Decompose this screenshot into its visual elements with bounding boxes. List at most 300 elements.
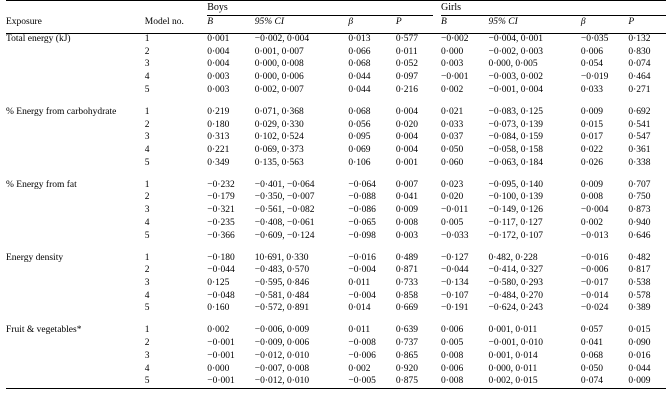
girls-ci-cell: −0·003, 0·002 [488, 72, 543, 83]
girls-ci-cell: −0·084, 0·159 [488, 132, 543, 143]
boys-b-cell: 0·160 [207, 303, 230, 314]
column-header-gap [433, 16, 441, 31]
table-row [6, 33, 666, 46]
boys-ci-cell: −0·572, 0·891 [254, 303, 310, 314]
exposure-label: % Energy from carbohydrate [6, 106, 117, 117]
table-body [6, 33, 666, 389]
girls-beta-cell: 0·015 [580, 119, 604, 130]
boys-ci-cell: 0·029, 0·330 [254, 119, 304, 130]
girls-p-cell: 0·009 [628, 376, 651, 387]
boys-beta-cell: −0·016 [348, 252, 376, 263]
girls-ci-cell: 0·002, 0·015 [488, 376, 538, 387]
boys-p-cell: 0·001 [395, 157, 419, 168]
girls-ci-cell: −0·063, 0·184 [488, 157, 543, 168]
exposure-blank [6, 290, 145, 303]
girls-b-cell: 0·021 [441, 106, 464, 117]
girls-beta-cell: 0·017 [580, 132, 604, 143]
girls-beta-cell: −0·016 [580, 252, 609, 263]
girls-b-cell: −0·191 [441, 303, 469, 314]
boys-p-cell: 0·865 [395, 350, 419, 361]
boys-beta-cell: −0·065 [348, 217, 376, 228]
girls-beta-cell: −0·024 [580, 303, 609, 314]
exposure-blank [6, 217, 145, 230]
boys-beta-cell: −0·005 [348, 376, 376, 387]
boys-ci-cell: 0·069, 0·373 [254, 145, 304, 155]
exposure-blank [6, 192, 145, 205]
boys-b-cell: 0·219 [207, 106, 230, 117]
girls-ci-cell: 0·000, 0·011 [488, 363, 538, 374]
table-row [6, 338, 666, 351]
boys-ci-cell: −0·007, 0·008 [254, 363, 310, 374]
boys-ci-cell: −0·012, 0·010 [254, 376, 310, 387]
table-row [6, 46, 666, 59]
boys-beta-cell: 0·002 [348, 363, 371, 374]
girls-p-cell: 0·707 [628, 179, 651, 190]
column-gap [433, 217, 441, 230]
boys-beta-cell: −0·004 [348, 265, 376, 276]
column-gap [433, 59, 441, 72]
model-no-cell: 5 [144, 157, 150, 168]
girls-ci-cell: −0·083, 0·125 [488, 106, 543, 117]
boys-ci-cell: −0·561, −0·082 [254, 205, 315, 216]
model-no-cell: 4 [144, 290, 150, 301]
boys-ci-cell: 0·135, 0·563 [254, 157, 304, 168]
exposure-blank [6, 303, 145, 316]
boys-b-cell: 0·349 [207, 157, 230, 168]
boys-ci-cell: −0·609, −0·124 [254, 230, 315, 241]
girls-b-cell: 0·050 [441, 145, 464, 155]
girls-ci-cell: −0·058, 0·158 [488, 145, 543, 155]
girls-p-cell: 0·338 [628, 157, 651, 168]
girls-b-cell: −0·134 [441, 278, 469, 288]
group-header-row [6, 3, 666, 16]
girls-p-cell: 0·016 [628, 350, 651, 361]
column-gap [433, 277, 441, 290]
table-row [6, 230, 666, 243]
boys-b-cell: −0·321 [207, 205, 235, 216]
column-header-model-no: Model no. [144, 17, 184, 27]
table-row [6, 59, 666, 72]
boys-ci-cell: 0·071, 0·368 [254, 106, 304, 117]
girls-beta-cell: 0·041 [580, 338, 604, 349]
boys-beta-cell: −0·008 [348, 338, 376, 349]
boys-b-cell: −0·001 [207, 338, 235, 349]
girls-p-cell: 0·830 [628, 46, 651, 57]
boys-ci-cell: −0·401, −0·064 [254, 179, 315, 190]
boys-p-cell: 0·007 [395, 179, 419, 190]
exposure-blank [6, 46, 145, 59]
girls-b-cell: 0·005 [441, 217, 464, 228]
table-row [6, 72, 666, 85]
girls-b-cell: −0·002 [441, 34, 469, 45]
boys-p-cell: 0·004 [395, 145, 419, 155]
column-gap [433, 290, 441, 303]
boys-b-cell: 0·180 [207, 119, 230, 130]
boys-ci-cell: −0·012, 0·010 [254, 350, 310, 361]
girls-ci-cell: −0·100, 0·139 [488, 192, 543, 203]
girls-b-cell: −0·001 [441, 72, 469, 83]
boys-p-cell: 0·577 [395, 34, 419, 45]
exposure-blank [6, 119, 145, 132]
boys-beta-cell: −0·098 [348, 230, 376, 241]
boys-ci-cell: −0·595, 0·846 [254, 278, 310, 288]
boys-b-cell: −0·179 [207, 192, 235, 203]
model-no-cell: 3 [144, 350, 150, 361]
boys-p-cell: 0·004 [395, 106, 419, 117]
girls-ci-cell: −0·414, 0·327 [488, 265, 543, 276]
girls-b-cell: 0·060 [441, 157, 464, 168]
girls-ci-cell: 0·001, 0·011 [488, 325, 538, 336]
exposure-blank [6, 84, 145, 97]
boys-beta-cell: 0·056 [348, 119, 371, 130]
table-row [6, 319, 666, 337]
boys-beta-cell: −0·086 [348, 205, 376, 216]
model-no-cell: 1 [144, 34, 150, 45]
girls-ci-cell: −0·002, 0·003 [488, 46, 543, 57]
column-gap [433, 192, 441, 205]
group-header-spacer-2 [145, 3, 207, 16]
boys-b-cell: 0·002 [207, 325, 230, 336]
girls-beta-cell: −0·006 [580, 265, 609, 276]
column-header-girls-beta: β [580, 17, 586, 27]
model-no-cell: 2 [144, 46, 150, 57]
boys-b-cell: −0·235 [207, 217, 235, 228]
table-head [6, 1, 666, 34]
boys-b-cell: 0·000 [207, 363, 230, 374]
boys-beta-cell: −0·064 [348, 179, 376, 190]
girls-ci-cell: 0·000, 0·005 [488, 59, 538, 70]
girls-p-cell: 0·074 [628, 59, 651, 70]
boys-p-cell: 0·004 [395, 132, 419, 143]
girls-beta-cell: 0·068 [580, 350, 604, 361]
table-row [6, 157, 666, 170]
table-row [6, 132, 666, 145]
column-header-girls-p: P [628, 17, 635, 27]
exposure-blank [6, 363, 145, 376]
group-header-spacer [6, 3, 145, 16]
girls-beta-cell: 0·033 [580, 84, 604, 95]
girls-ci-cell: −0·001, 0·010 [488, 338, 543, 349]
column-header-boys-beta: β [348, 17, 354, 27]
girls-b-cell: 0·003 [441, 59, 464, 70]
girls-ci-cell: −0·580, 0·293 [488, 278, 543, 288]
column-header-exposure: Exposure [6, 17, 42, 27]
column-gap [433, 72, 441, 85]
column-header-boys-b: B [207, 17, 214, 27]
boys-beta-cell: 0·044 [348, 84, 371, 95]
exposure-label: Fruit & vegetables* [6, 325, 82, 336]
exposure-blank [6, 230, 145, 243]
girls-beta-cell: 0·002 [580, 217, 604, 228]
boys-p-cell: 0·920 [395, 363, 419, 374]
model-no-cell: 4 [144, 145, 150, 155]
girls-ci-cell: 0·482, 0·228 [488, 252, 538, 263]
model-no-cell: 3 [144, 278, 150, 288]
model-no-cell: 5 [144, 376, 150, 387]
boys-beta-cell: 0·044 [348, 72, 371, 83]
model-no-cell: 1 [144, 252, 150, 263]
girls-b-cell: 0·037 [441, 132, 464, 143]
table-row [6, 84, 666, 97]
girls-b-cell: −0·033 [441, 230, 469, 241]
boys-beta-cell: −0·088 [348, 192, 376, 203]
column-header-girls-b: B [441, 17, 447, 27]
boys-b-cell: 0·221 [207, 145, 230, 155]
boys-ci-cell: 0·000, 0·008 [254, 59, 304, 70]
boys-b-cell: 0·003 [207, 72, 230, 83]
table-row [6, 119, 666, 132]
exposure-blank [6, 72, 145, 85]
boys-p-cell: 0·041 [395, 192, 419, 203]
table-row [6, 265, 666, 278]
table-row [6, 350, 666, 363]
table-row [6, 277, 666, 290]
girls-p-cell: 0·646 [628, 230, 651, 241]
girls-beta-cell: 0·006 [580, 46, 604, 57]
boys-beta-cell: −0·006 [348, 350, 376, 361]
exposure-blank [6, 350, 145, 363]
boys-p-cell: 0·097 [395, 72, 419, 83]
column-gap [433, 157, 441, 170]
girls-p-cell: 0·750 [628, 192, 651, 203]
column-header-boys-p: P [395, 17, 402, 27]
boys-p-cell: 0·489 [395, 252, 419, 263]
model-no-cell: 5 [144, 230, 150, 241]
exposure-blank [6, 265, 145, 278]
column-gap [433, 33, 441, 46]
girls-p-cell: 0·132 [628, 34, 651, 45]
boys-ci-cell: −0·002, 0·004 [254, 34, 310, 45]
column-gap [433, 376, 441, 389]
table-row [6, 217, 666, 230]
model-no-cell: 2 [144, 119, 150, 130]
table-row [6, 192, 666, 205]
boys-p-cell: 0·669 [395, 303, 419, 314]
column-gap [433, 247, 441, 265]
model-no-cell: 3 [144, 59, 150, 70]
model-no-cell: 4 [144, 72, 150, 83]
girls-ci-cell: −0·484, 0·270 [488, 290, 543, 301]
boys-beta-cell: 0·106 [348, 157, 371, 168]
girls-ci-cell: −0·073, 0·139 [488, 119, 543, 130]
girls-b-cell: 0·006 [441, 325, 464, 336]
model-no-cell: 5 [144, 84, 150, 95]
girls-p-cell: 0·389 [628, 303, 651, 314]
boys-beta-cell: 0·095 [348, 132, 371, 143]
table-row [6, 205, 666, 218]
model-no-cell: 5 [144, 303, 150, 314]
boys-b-cell: −0·366 [207, 230, 235, 241]
boys-b-cell: −0·044 [207, 265, 235, 276]
girls-b-cell: 0·033 [441, 119, 464, 130]
girls-beta-cell: 0·054 [580, 59, 604, 70]
model-no-cell: 2 [144, 338, 150, 349]
boys-beta-cell: −0·004 [348, 290, 376, 301]
column-header-girls-ci: 95% CI [488, 17, 518, 27]
boys-b-cell: −0·001 [207, 350, 235, 361]
boys-b-cell: −0·232 [207, 179, 235, 190]
model-no-cell: 1 [144, 179, 150, 190]
boys-p-cell: 0·737 [395, 338, 419, 349]
column-gap [433, 363, 441, 376]
girls-beta-cell: −0·035 [580, 34, 609, 45]
column-gap [433, 338, 441, 351]
girls-b-cell: 0·020 [441, 192, 464, 203]
girls-beta-cell: 0·022 [580, 145, 604, 155]
girls-ci-cell: −0·172, 0·107 [488, 230, 543, 241]
exposure-blank [6, 59, 145, 72]
girls-beta-cell: 0·026 [580, 157, 604, 168]
boys-p-cell: 0·003 [395, 230, 419, 241]
girls-beta-cell: 0·009 [580, 179, 604, 190]
girls-ci-cell: −0·001, 0·004 [488, 84, 543, 95]
results-table [6, 0, 666, 391]
column-gap [433, 350, 441, 363]
column-gap [433, 205, 441, 218]
bottom-rule [6, 389, 666, 392]
boys-b-cell: −0·180 [207, 252, 235, 263]
column-gap [433, 119, 441, 132]
boys-ci-cell: −0·350, −0·007 [254, 192, 315, 203]
girls-p-cell: 0·464 [628, 72, 651, 83]
girls-ci-cell: −0·117, 0·127 [488, 217, 543, 228]
column-gap [433, 303, 441, 316]
column-gap [433, 174, 441, 192]
model-no-cell: 4 [144, 217, 150, 228]
boys-ci-cell: 0·102, 0·524 [254, 132, 304, 143]
girls-p-cell: 0·271 [628, 84, 651, 95]
girls-b-cell: −0·011 [441, 205, 469, 216]
girls-p-cell: 0·940 [628, 217, 651, 228]
girls-p-cell: 0·090 [628, 338, 651, 349]
boys-p-cell: 0·011 [395, 46, 418, 57]
table-row [6, 144, 666, 157]
exposure-label: % Energy from fat [6, 179, 77, 190]
girls-p-cell: 0·578 [628, 290, 651, 301]
girls-ci-cell: −0·095, 0·140 [488, 179, 543, 190]
boys-p-cell: 0·020 [395, 119, 419, 130]
girls-beta-cell: 0·009 [580, 106, 604, 117]
column-gap [433, 101, 441, 119]
group-header-boys: Boys [207, 3, 433, 16]
girls-beta-cell: −0·014 [580, 290, 609, 301]
girls-b-cell: 0·005 [441, 338, 464, 349]
girls-p-cell: 0·873 [628, 205, 651, 216]
table-row [6, 376, 666, 389]
girls-p-cell: 0·541 [628, 119, 651, 130]
girls-b-cell: 0·023 [441, 179, 464, 190]
column-gap [433, 46, 441, 59]
girls-p-cell: 0·817 [628, 265, 651, 276]
column-gap [433, 84, 441, 97]
boys-b-cell: 0·003 [207, 84, 230, 95]
boys-ci-cell: 0·000, 0·006 [254, 72, 304, 83]
girls-b-cell: 0·008 [441, 350, 464, 361]
boys-b-cell: 0·313 [207, 132, 230, 143]
column-header-row [6, 16, 666, 31]
exposure-blank [6, 338, 145, 351]
girls-beta-cell: 0·057 [580, 325, 604, 336]
girls-beta-cell: −0·017 [580, 278, 609, 288]
girls-ci-cell: −0·624, 0·243 [488, 303, 543, 314]
boys-beta-cell: 0·011 [348, 278, 371, 288]
boys-b-cell: 0·001 [207, 34, 230, 45]
girls-p-cell: 0·692 [628, 106, 651, 117]
boys-b-cell: −0·001 [207, 376, 235, 387]
girls-b-cell: −0·107 [441, 290, 469, 301]
boys-ci-cell: −0·009, 0·006 [254, 338, 310, 349]
girls-ci-cell: −0·149, 0·126 [488, 205, 543, 216]
boys-b-cell: 0·125 [207, 278, 230, 288]
exposure-blank [6, 144, 145, 157]
exposure-blank [6, 132, 145, 145]
exposure-blank [6, 205, 145, 218]
model-no-cell: 4 [144, 363, 150, 374]
model-no-cell: 2 [144, 192, 150, 203]
boys-ci-cell: −0·006, 0·009 [254, 325, 310, 336]
boys-b-cell: 0·004 [207, 59, 230, 70]
girls-b-cell: 0·000 [441, 46, 464, 57]
model-no-cell: 1 [144, 106, 150, 117]
table-row [6, 174, 666, 192]
boys-beta-cell: 0·013 [348, 34, 371, 45]
girls-b-cell: 0·008 [441, 376, 464, 387]
boys-p-cell: 0·875 [395, 376, 419, 387]
girls-p-cell: 0·482 [628, 252, 651, 263]
boys-beta-cell: 0·014 [348, 303, 371, 314]
boys-ci-cell: −0·408, −0·061 [254, 217, 315, 228]
table-row [6, 101, 666, 119]
boys-b-cell: 0·004 [207, 46, 230, 57]
boys-ci-cell: 0·002, 0·007 [254, 84, 304, 95]
girls-beta-cell: 0·074 [580, 376, 604, 387]
girls-beta-cell: −0·013 [580, 230, 609, 241]
boys-p-cell: 0·216 [395, 84, 419, 95]
girls-beta-cell: 0·008 [580, 192, 604, 203]
table-row [6, 247, 666, 265]
exposure-blank [6, 376, 145, 389]
girls-ci-cell: 0·001, 0·014 [488, 350, 538, 361]
column-gap [433, 319, 441, 337]
column-gap [433, 265, 441, 278]
table-row [6, 290, 666, 303]
column-header-boys-ci: 95% CI [254, 17, 285, 27]
girls-p-cell: 0·015 [628, 325, 651, 336]
exposure-label: Total energy (kJ) [6, 34, 71, 45]
girls-b-cell: −0·044 [441, 265, 469, 276]
exposure-label: Energy density [6, 252, 64, 263]
boys-p-cell: 0·733 [395, 278, 419, 288]
model-no-cell: 3 [144, 132, 150, 143]
girls-p-cell: 0·547 [628, 132, 651, 143]
boys-beta-cell: 0·069 [348, 145, 371, 155]
girls-p-cell: 0·361 [628, 145, 651, 155]
boys-p-cell: 0·008 [395, 217, 419, 228]
column-gap [433, 230, 441, 243]
girls-ci-cell: −0·004, 0·001 [488, 34, 543, 45]
model-no-cell: 2 [144, 265, 150, 276]
boys-p-cell: 0·639 [395, 325, 419, 336]
boys-ci-cell: −0·483, 0·570 [254, 265, 310, 276]
boys-beta-cell: 0·011 [348, 325, 371, 336]
exposure-blank [6, 277, 145, 290]
boys-beta-cell: 0·068 [348, 106, 371, 117]
boys-ci-cell: 0·001, 0·007 [254, 46, 304, 57]
girls-p-cell: 0·044 [628, 363, 651, 374]
exposure-blank [6, 157, 145, 170]
girls-b-cell: −0·127 [441, 252, 469, 263]
table-foot [6, 389, 666, 392]
